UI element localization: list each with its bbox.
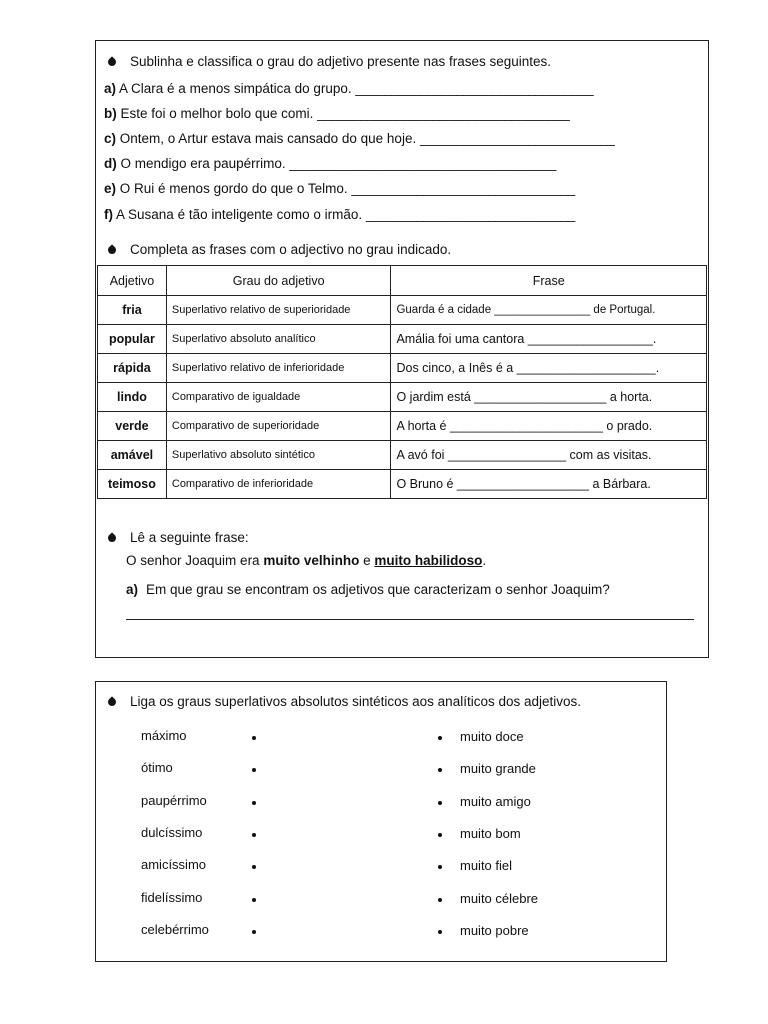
sentence-cell[interactable]: A horta é ______________________ o prado. (391, 412, 707, 441)
match-dot-right[interactable] (438, 898, 442, 902)
match-left-item: paupérrimo (141, 792, 207, 808)
adjective-cell: fria (98, 296, 167, 325)
match-left-item: máximo (141, 728, 187, 743)
match-dot-right[interactable] (438, 768, 442, 772)
exercise2-instruction: Completa as frases com o adjectivo no grau indicado. (104, 242, 451, 257)
sentence-cell[interactable]: O jardim está ___________________ a horta. (391, 383, 707, 412)
header-adjetivo: Adjetivo (98, 266, 167, 296)
match-dot-left[interactable] (252, 768, 256, 772)
adjective-cell: popular (98, 325, 167, 354)
exercise3-instruction: Lê a seguinte frase: (104, 530, 249, 545)
match-left-item: dulcíssimo (141, 824, 203, 840)
match-left-item: fidelíssimo (141, 889, 203, 905)
match-right-item: muito doce (460, 729, 524, 744)
answer-blank[interactable]: ___________________________ (419, 131, 615, 146)
match-dot-left[interactable] (252, 898, 256, 902)
degree-cell: Superlativo relativo de superioridade (166, 296, 391, 325)
exercise1-item-f: f) A Susana é tão inteligente como o irmão. _____________________________ (104, 207, 575, 222)
table-row (98, 470, 707, 499)
table-row (98, 383, 707, 412)
adjective-cell: rápida (98, 354, 167, 383)
match-dot-right[interactable] (438, 930, 442, 934)
exercise3-phrase: O senhor Joaquim era muito velhinho e muito habilidoso. (126, 553, 487, 568)
degree-cell: Superlativo absoluto analítico (166, 325, 391, 354)
degree-cell: Comparativo de inferioridade (166, 470, 391, 499)
grades-table (97, 265, 707, 499)
sentence-cell[interactable]: O Bruno é ___________________ a Bárbara. (391, 470, 707, 499)
match-dot-left[interactable] (252, 930, 256, 934)
exercise1-instruction: Sublinha e classifica o grau do adjetivo presente nas frases seguintes. (104, 54, 551, 69)
match-dot-left[interactable] (252, 801, 256, 805)
match-dot-right[interactable] (438, 865, 442, 869)
match-right-item: muito amigo (460, 793, 531, 809)
answer-blank[interactable]: ___________________________________ (317, 106, 570, 121)
exercise3-question: a) Em que grau se encontram os adjetivos que caracterizam o senhor Joaquim? (126, 582, 610, 597)
answer-line[interactable] (126, 619, 694, 620)
match-left-item: ótimo (141, 760, 173, 776)
match-right-item: muito fiel (460, 858, 513, 874)
match-dot-left[interactable] (252, 833, 256, 837)
header-grau: Grau do adjetivo (166, 266, 391, 296)
match-dot-left[interactable] (252, 736, 256, 740)
exercise1-item-e: e) O Rui é menos gordo do que o Telmo. _______________________________ (104, 181, 575, 196)
drop-bullet-icon (106, 244, 117, 255)
sentence-cell[interactable]: A avó foi _________________ com as visitas. (391, 441, 707, 470)
answer-blank[interactable]: _________________________________ (355, 81, 594, 96)
match-right-item: muito bom (460, 825, 521, 841)
match-right-item: muito pobre (460, 922, 529, 938)
sentence-cell[interactable]: Guarda é a cidade _______________ de Portugal. (391, 296, 707, 325)
table-row (98, 296, 707, 325)
exercise-box-2 (95, 681, 667, 962)
adjective-cell: amável (98, 441, 167, 470)
adjective-cell: verde (98, 412, 167, 441)
adjective-cell: teimoso (98, 470, 167, 499)
degree-cell: Superlativo relativo de inferioridade (166, 354, 391, 383)
drop-bullet-icon (106, 56, 117, 67)
match-right-item: muito grande (460, 761, 536, 777)
match-dot-right[interactable] (438, 736, 442, 740)
header-frase: Frase (391, 266, 707, 296)
table-row (98, 441, 707, 470)
match-dot-right[interactable] (438, 833, 442, 837)
table-row (98, 354, 707, 383)
sentence-cell[interactable]: Dos cinco, a Inês é a ____________________. (391, 354, 707, 383)
exercise1-item-c: c) Ontem, o Artur estava mais cansado do que hoje. ___________________________ (104, 131, 615, 146)
adjective-cell: lindo (98, 383, 167, 412)
degree-cell: Superlativo absoluto sintético (166, 441, 391, 470)
exercise4-instruction: Liga os graus superlativos absolutos sintéticos aos analíticos dos adjetivos. (104, 694, 581, 709)
match-right-item: muito célebre (460, 890, 539, 906)
match-left-item: celebérrimo (141, 921, 209, 937)
table-header-row (98, 266, 707, 296)
match-left-item: amicíssimo (141, 857, 207, 873)
match-dot-right[interactable] (438, 801, 442, 805)
exercise1-item-a: a) A Clara é a menos simpática do grupo. _________________________________ (104, 81, 594, 96)
sentence-cell[interactable]: Amália foi uma cantora __________________. (391, 325, 707, 354)
drop-bullet-icon (106, 532, 117, 543)
table-row (98, 325, 707, 354)
answer-blank[interactable]: _____________________________________ (289, 156, 557, 171)
match-dot-left[interactable] (252, 865, 256, 869)
exercise-box-1 (95, 40, 709, 658)
answer-blank[interactable]: _______________________________ (351, 181, 575, 196)
drop-bullet-icon (106, 696, 117, 707)
answer-blank[interactable]: _____________________________ (365, 207, 575, 222)
degree-cell: Comparativo de superioridade (166, 412, 391, 441)
table-row (98, 412, 707, 441)
exercise1-item-d: d) O mendigo era paupérrimo. _____________________________________ (104, 156, 557, 171)
degree-cell: Comparativo de igualdade (166, 383, 391, 412)
exercise1-item-b: b) Este foi o melhor bolo que comi. ___________________________________ (104, 106, 570, 121)
